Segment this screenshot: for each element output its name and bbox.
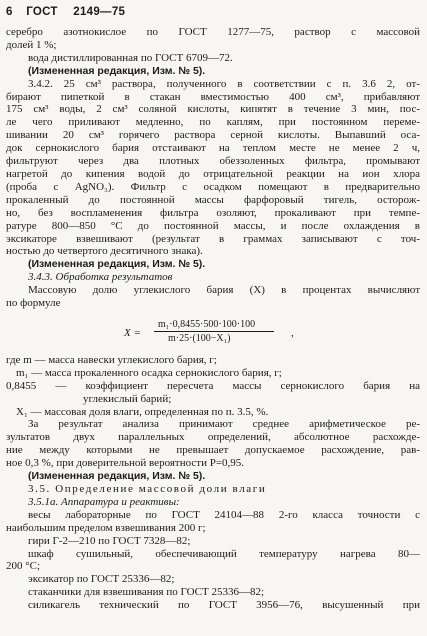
page-number: 6 [6, 6, 13, 18]
text-line: по формуле [6, 297, 61, 310]
section-heading: 3.4.3. Обработка результатов [28, 271, 173, 284]
text-line: (проба с AgNO₃). Фильтр с осадком помещают в предварительно [6, 180, 420, 193]
amendment-note: (Измененная редакция, Изм. № 5). [28, 470, 206, 483]
text-line: но, без воспламенения фильтра озоляют, прокаливают при темпе- [6, 206, 420, 219]
text-line: 3.4.2. 25 см³ раствора, полученного в соответствии с п. 3.6 2, от- [28, 77, 420, 90]
text-line: ностью до четвертого десятичного знака). [6, 245, 203, 258]
text-line: прокаленный до постоянной массы фарфоровый тигель, осторож- [6, 193, 420, 206]
text-line: наибольшим пределом взвешивания 200 г; [6, 521, 206, 534]
text-line: ное 0,3 %, при доверительной вероятности P=0,95. [6, 457, 245, 470]
text-line: долей 1 %; [6, 38, 57, 51]
formula-comma: , [291, 326, 294, 339]
text-line: m₁ — масса прокаленного осадка сернокислого бария, г; [16, 366, 282, 379]
text-line: нагретой до кипения водой до отрицательной реакции на ион хлора [6, 167, 420, 180]
amendment-note: (Измененная редакция, Изм. № 5). [28, 258, 206, 271]
text-line: X₁ — массовая доля влаги, определенная по п. 3.5, %. [16, 405, 269, 418]
text-line: Массовую долю углекислого бария (X) в процентах вычисляют [28, 284, 420, 297]
text-line: где m — масса навески углекислого бария, г; [6, 353, 217, 366]
formula-denominator: m·25·(100−X₁) [168, 332, 231, 344]
text-line: ние между которыми не превышает допускаемое расхождение, рав- [6, 444, 420, 457]
subsection-heading: 3.5.1а. Аппаратура и реактивы: [28, 495, 180, 508]
text-line: стаканчики для взвешивания по ГОСТ 25336—82; [28, 586, 265, 599]
formula [6, 318, 420, 348]
text-line: серебро азотнокислое по ГОСТ 1277—75, раствор с массовой [6, 26, 420, 38]
text-line: За результат анализа принимают среднее арифметическое ре- [28, 418, 420, 431]
running-header [6, 6, 125, 18]
text-line: зультатов двух параллельных определений, абсолютное расхожде- [6, 431, 420, 444]
text-line: 200 °С; [6, 560, 41, 573]
standard-label: ГОСТ [26, 6, 58, 18]
section-heading: 3.5. Определение массовой доли влаги [28, 483, 267, 495]
text-line: шивании 20 см³ горячего раствора серной кислоты. Выпавший оса- [6, 129, 420, 142]
fraction-bar [154, 331, 274, 332]
page-body [6, 26, 420, 612]
formula-lhs: X = [124, 326, 141, 339]
text-line: ратуре 800—850 °С до постоянной массы, и после охлаждения в [6, 219, 420, 232]
text-line: эксикатор по ГОСТ 25336—82; [28, 573, 175, 586]
text-line: бирают пипеткой в стакан вместимостью 400 см³, прибавляют [6, 90, 420, 103]
text-line: 175 см³ воды, 2 см³ соляной кислоты, кипятят в течение 3 мин, пос- [6, 103, 420, 116]
formula-numerator: m₁·0,8455·500·100·100 [158, 318, 256, 330]
standard-number: 2149—75 [73, 6, 126, 18]
text-line: углекислый барий; [83, 392, 172, 405]
amendment-note: (Измененная редакция, Изм. № 5). [28, 64, 206, 77]
text-line: силикагель технический по ГОСТ 3956—76, высушенный при [28, 599, 420, 612]
text-line: эксикаторе взвешивают (результат в граммах записывают с точ- [6, 232, 420, 245]
text-line: весы лабораторные по ГОСТ 24104—88 2-го класса точности с [28, 508, 420, 521]
text-line: вода дистиллированная по ГОСТ 6709—72. [28, 51, 233, 64]
text-line: фильтруют через два плотных обеззоленных фильтра, промывают [6, 155, 420, 168]
text-line: гири Г-2—210 по ГОСТ 7328—82; [28, 534, 191, 547]
text-line: док сернокислого бария отстаивают на теплом месте не менее 2 ч, [6, 142, 420, 155]
text-line: шкаф сушильный, обеспечивающий температуру нагрева 80— [28, 547, 420, 560]
text-line: ле чего приливают медленно, по каплям, при постоянном переме- [6, 116, 420, 129]
text-line: 0,8455 — коэффициент пересчета массы сернокислого бария на [6, 379, 420, 392]
